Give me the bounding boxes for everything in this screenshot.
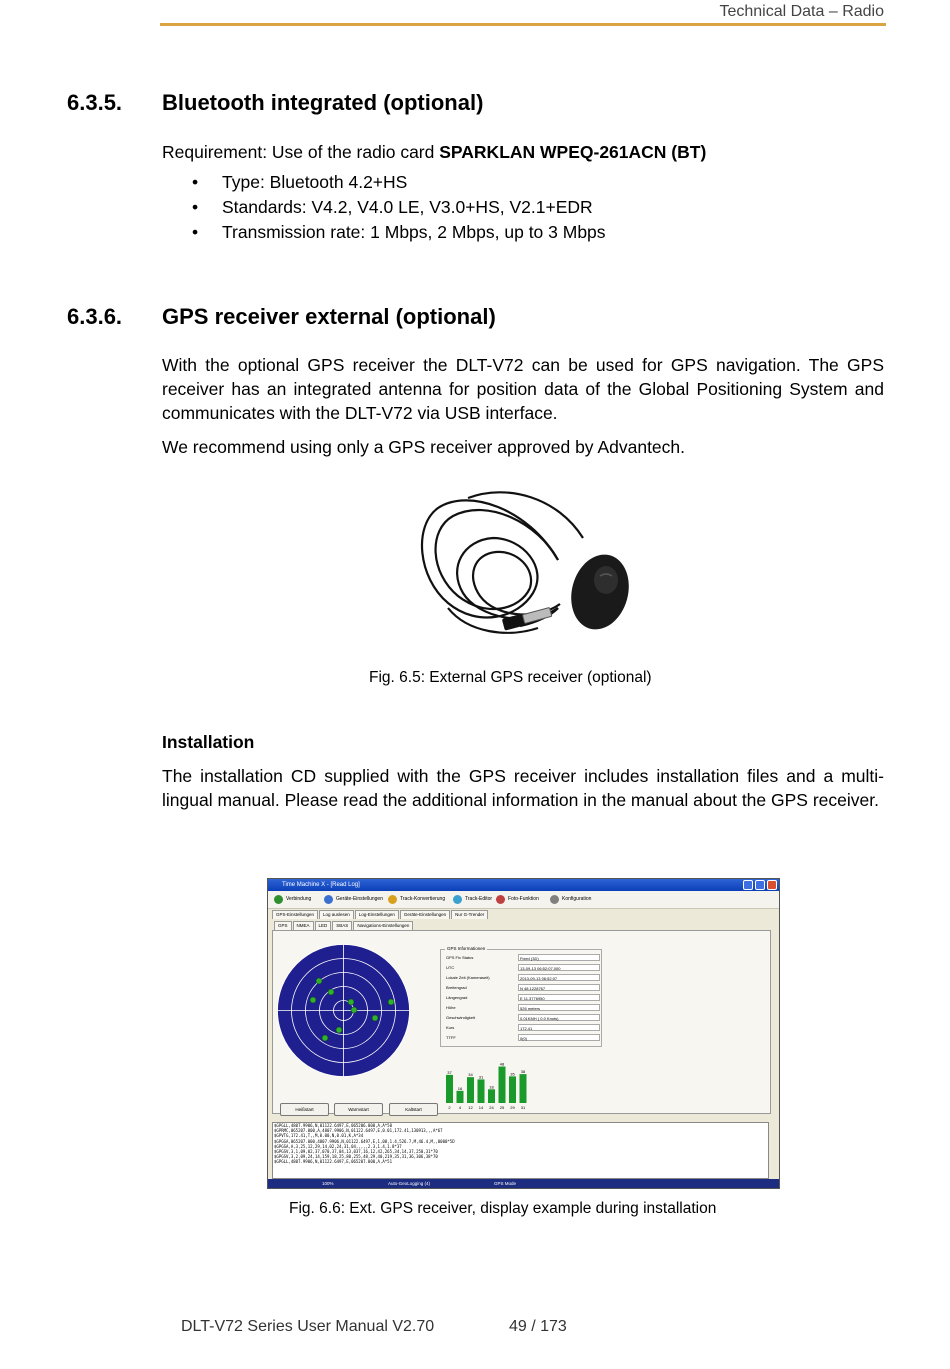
signal-value-label: 48	[499, 1061, 505, 1067]
info-box-title: GPS Informationen	[447, 946, 486, 951]
toolbar	[268, 891, 779, 909]
installation-heading: Installation	[162, 732, 255, 752]
toolbar-device-settings: Geräte-Einstellungen	[324, 894, 383, 905]
log-line: $GPGSA,A,3,25,12,29,14,02,24,31,04,,,,,2.3,1.4,1.8*37	[274, 1143, 402, 1149]
minimize-icon	[743, 880, 753, 890]
editor-icon	[453, 895, 462, 904]
close-icon	[767, 880, 777, 890]
connection-icon	[274, 895, 283, 904]
gps-information-box: GPS Informationen GPS Fix Status Fixed (3D) UTC 13-09-13 06:52:07.000 Lokale Zeit (Kameraseit) 2013-09-13 06:52:07 Breitengrad N 48.1228767 Längengrad E 11.3776950 Höhe 526 meters Geschwindigkeit 0.01KMH ( 0.0 Knots) Kurs 172.41 TTFF 0(0)	[440, 949, 602, 1047]
cold-start-button: Kaltstart	[389, 1103, 438, 1116]
toolbar-track-conversion: Track-Konvertierung	[388, 894, 445, 905]
status-progress: 100%	[322, 1181, 334, 1186]
main-tabs	[272, 910, 489, 918]
photo-icon	[496, 895, 505, 904]
window-titlebar: Time Machine X - [Read Log]	[268, 879, 779, 891]
footer-page-number: 49 / 173	[509, 1318, 567, 1335]
header-rule	[160, 23, 886, 26]
log-line: $GPGLL,4807.9906,N,01122.6497,E,065207.000,A,A*51	[274, 1159, 393, 1165]
installation-paragraph: The installation CD supplied with the GPS receiver includes installation files and a multi-lingual manual. Please read the additional information in the manual about the GPS receiver.	[162, 766, 884, 810]
figure-caption: Fig. 6.5: External GPS receiver (optional)	[369, 669, 652, 686]
signal-bar	[499, 1067, 506, 1103]
signal-bar	[467, 1077, 474, 1103]
satellite-id-label: 4	[458, 1105, 462, 1110]
bullet-icon: •	[192, 172, 199, 192]
signal-bar	[478, 1079, 485, 1103]
satellite-id-label: 2	[448, 1105, 451, 1110]
signal-value-label: 34	[468, 1072, 473, 1078]
radio-card-name: SPARKLAN WPEQ-261ACN (BT)	[439, 142, 707, 162]
satellite-id-label: 14	[478, 1105, 484, 1110]
tab-read-log: Log auslesen	[319, 910, 354, 919]
figure-caption: Fig. 6.6: Ext. GPS receiver, display example during installation	[289, 1200, 717, 1217]
tab-gps-settings: GPS-Einstellungen	[272, 910, 318, 919]
list-item: • Standards: V4.2, V4.0 LE, V3.0+HS, V2.1+EDR	[162, 195, 606, 220]
conversion-icon	[388, 895, 397, 904]
gear-icon	[550, 895, 559, 904]
list-item: • Type: Bluetooth 4.2+HS	[162, 170, 606, 195]
toolbar-connection: Verbindung	[274, 894, 311, 905]
requirement-text	[162, 140, 706, 164]
gps-intro-paragraph: With the optional GPS receiver the DLT-V72 can be used for GPS navigation. The GPS receiver has an integrated antenna for position data of the Global Positioning System and communicates with the DLT-V72 via USB interface.	[162, 355, 884, 423]
recommendation-paragraph: We recommend using only a GPS receiver approved by Advantech.	[162, 437, 686, 457]
satellite-id-label: 31	[520, 1105, 526, 1110]
tab-navigation: Navigations-Einstellungen	[353, 921, 413, 930]
signal-bar	[488, 1089, 495, 1103]
signal-bar	[509, 1076, 516, 1103]
log-line: $GPGSV,3,1,09,02,37,070,37,04,13,037,16,12,42,265,34,14,37,250,31*70	[274, 1149, 438, 1155]
tab-device-settings: Geräte-Einstellungen	[400, 910, 450, 919]
log-line: $GPGSV,3,2,09,24,14,159,18,25,80,255,48,29,40,219,35,31,36,306,38*70	[274, 1154, 438, 1160]
signal-value-label: 37	[447, 1069, 452, 1075]
satellite-id-label: 29	[510, 1105, 515, 1110]
status-logging: Auto-GeoLogging (4)	[388, 1181, 431, 1186]
hot-start-button: Heißstart	[280, 1103, 329, 1116]
status-bar	[268, 1179, 779, 1188]
bullet-icon: •	[192, 222, 199, 242]
satellite-id-label: 24	[489, 1105, 494, 1110]
software-screenshot	[267, 878, 780, 1189]
signal-bar	[446, 1075, 453, 1103]
tab-g-trender: Nur G-Trender	[451, 910, 488, 919]
warm-start-button: Warmstart	[334, 1103, 383, 1116]
toolbar-photo: Foto-Funktion	[496, 894, 539, 905]
running-header: Technical Data – Radio	[719, 3, 884, 20]
signal-value-label: 38	[520, 1069, 526, 1075]
tab-log-settings: Log-Einstellungen	[355, 910, 399, 919]
nmea-log	[272, 1122, 769, 1179]
signal-value-label: 16	[457, 1085, 463, 1091]
status-gps-mode: GPS Mode	[494, 1181, 517, 1186]
section-title: Bluetooth integrated (optional)	[162, 90, 484, 115]
device-icon	[324, 895, 333, 904]
requirement-prefix: Requirement: Use of the radio card	[162, 142, 440, 162]
satellite-signal-chart	[444, 1055, 534, 1111]
gps-receiver-illustration	[408, 468, 640, 660]
section-title: GPS receiver external (optional)	[162, 304, 496, 329]
tab-nmea: NMEA	[293, 921, 314, 930]
bluetooth-spec-list	[162, 170, 606, 245]
tab-sbas: SBAS	[332, 921, 352, 930]
signal-value-label: 18	[489, 1084, 494, 1090]
toolbar-configuration: Konfiguration	[550, 894, 591, 905]
satellite-id-label: 25	[499, 1105, 505, 1110]
signal-value-label: 35	[510, 1071, 515, 1077]
tab-led: LED	[315, 921, 332, 930]
signal-bar	[457, 1091, 464, 1103]
list-item: • Transmission rate: 1 Mbps, 2 Mbps, up to 3 Mbps	[162, 220, 606, 245]
tab-gps: GPS	[274, 921, 292, 930]
toolbar-track-editor: Track-Editor	[453, 894, 492, 905]
sub-tabs	[274, 921, 414, 929]
bullet-icon: •	[192, 197, 199, 217]
gps-receiver-photo	[408, 468, 640, 660]
signal-value-label: 31	[478, 1074, 484, 1080]
log-line: $GPRMC,065207.000,A,4807.9906,N,01122.6497,E,0.01,172.41,130913,,,A*67	[274, 1128, 443, 1134]
log-line: $GPGGA,065207.000,4807.9906,N,01122.6497,E,1,08,1.4,526.7,M,46.4,M,,0000*5D	[274, 1138, 455, 1144]
footer-manual-title: DLT-V72 Series User Manual V2.70	[181, 1318, 435, 1335]
satellite-id-label: 12	[468, 1105, 473, 1110]
maximize-icon	[755, 880, 765, 890]
log-line: $GPVTG,172.41,T,,M,0.00,N,0.01,K,A*34	[274, 1133, 364, 1139]
signal-bar	[520, 1074, 527, 1103]
satellite-sky-view	[277, 944, 410, 1077]
log-line: $GPGLL,4807.9906,N,01122.6497,E,065206.000,A,A*50	[274, 1123, 393, 1128]
section-number: 6.3.5.	[67, 90, 123, 115]
section-number: 6.3.6.	[67, 304, 123, 329]
